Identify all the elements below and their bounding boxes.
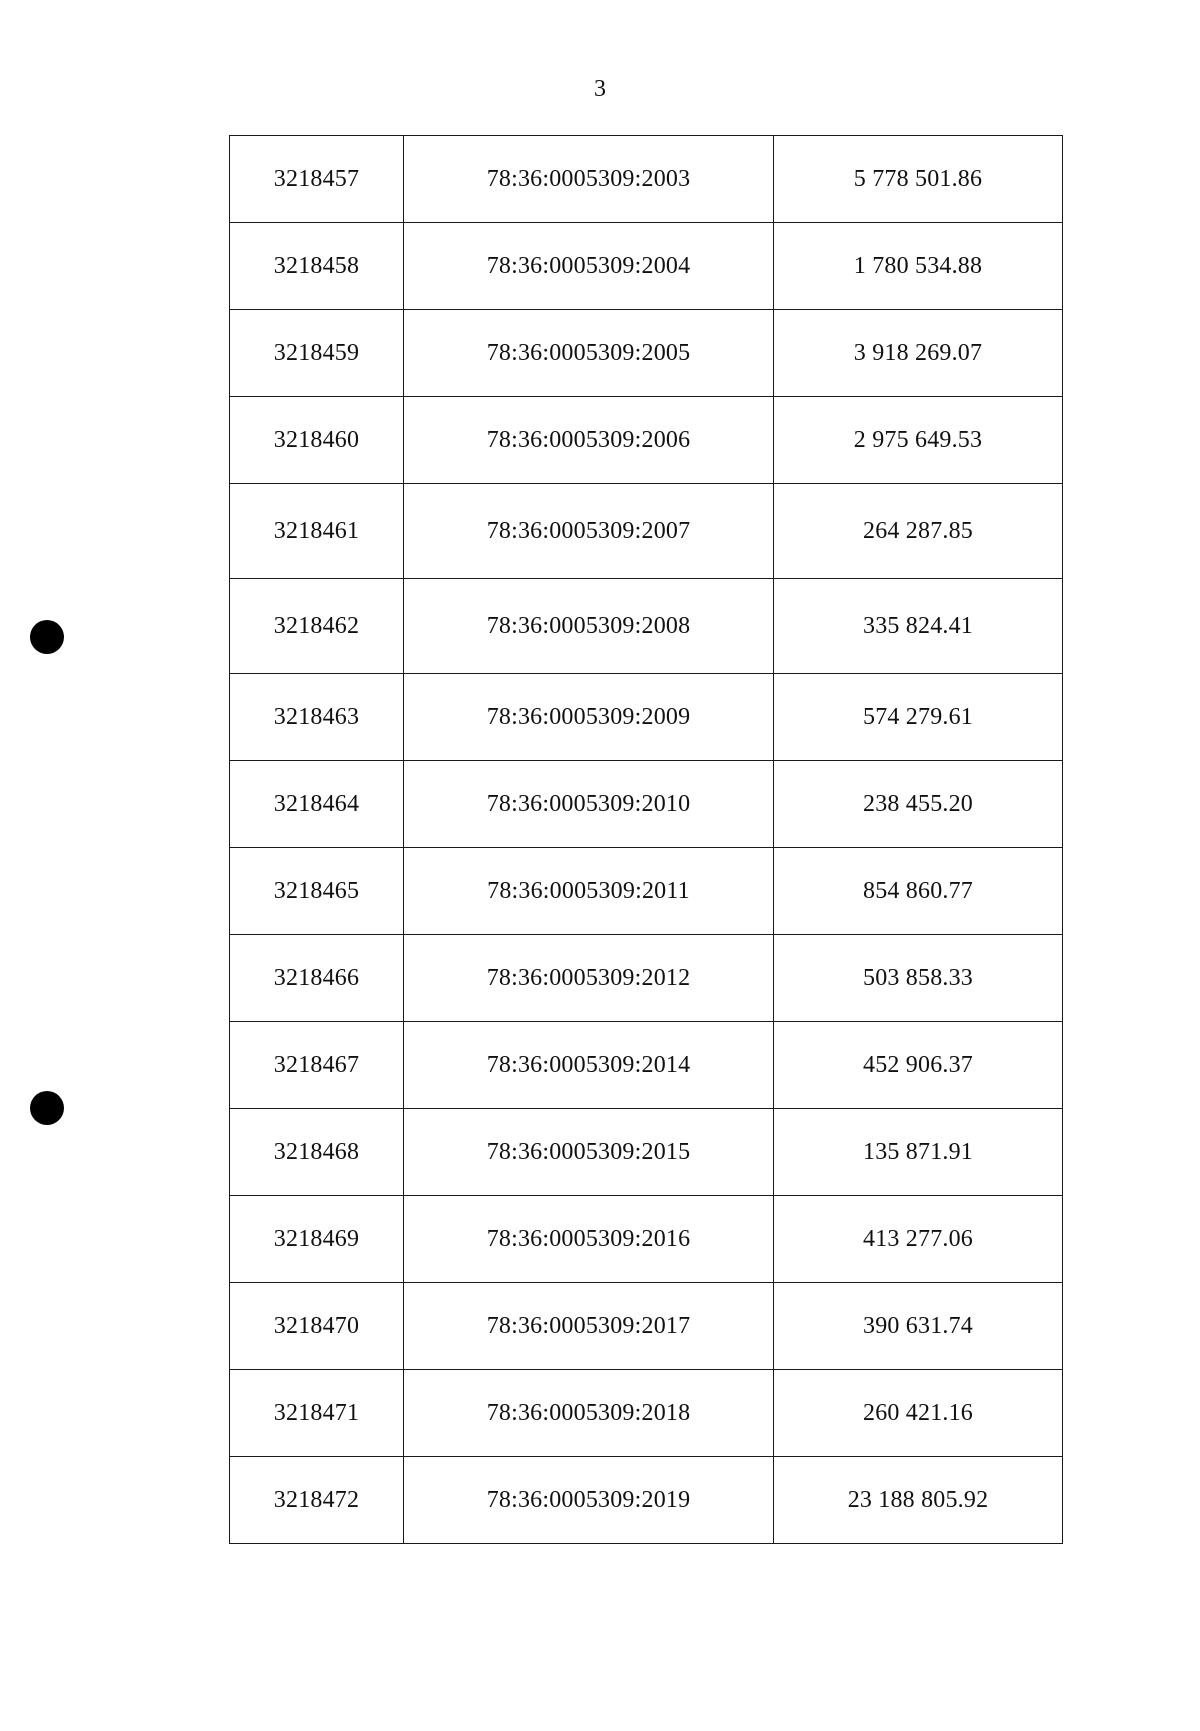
object-id-cell: 3218458 (230, 223, 404, 310)
punch-hole-bottom (30, 1091, 64, 1125)
object-id-cell: 3218470 (230, 1283, 404, 1370)
cadastral-value-cell: 264 287.85 (774, 484, 1063, 579)
cadastral-number-cell: 78:36:0005309:2011 (404, 848, 774, 935)
cadastral-value-cell: 335 824.41 (774, 579, 1063, 674)
cadastral-number-cell: 78:36:0005309:2005 (404, 310, 774, 397)
cadastral-value-cell: 390 631.74 (774, 1283, 1063, 1370)
table-row (230, 1109, 1063, 1196)
cadastral-number-cell: 78:36:0005309:2015 (404, 1109, 774, 1196)
object-id-cell: 3218471 (230, 1370, 404, 1457)
table-row (230, 397, 1063, 484)
cadastral-value-cell: 3 918 269.07 (774, 310, 1063, 397)
table-row (230, 310, 1063, 397)
cadastral-number-cell: 78:36:0005309:2004 (404, 223, 774, 310)
table-row (230, 674, 1063, 761)
table-row (230, 935, 1063, 1022)
object-id-cell: 3218457 (230, 136, 404, 223)
cadastral-value-cell: 5 778 501.86 (774, 136, 1063, 223)
cadastral-value-cell: 1 780 534.88 (774, 223, 1063, 310)
table-row (230, 579, 1063, 674)
cadastral-number-cell: 78:36:0005309:2003 (404, 136, 774, 223)
object-id-cell: 3218463 (230, 674, 404, 761)
cadastral-number-cell: 78:36:0005309:2014 (404, 1022, 774, 1109)
table-row (230, 223, 1063, 310)
cadastral-value-cell: 238 455.20 (774, 761, 1063, 848)
page-number: 3 (594, 76, 606, 102)
cadastral-number-cell: 78:36:0005309:2010 (404, 761, 774, 848)
punch-hole-top (30, 620, 64, 654)
cadastral-value-cell: 503 858.33 (774, 935, 1063, 1022)
table-row (230, 1370, 1063, 1457)
cadastral-number-cell: 78:36:0005309:2008 (404, 579, 774, 674)
cadastral-number-cell: 78:36:0005309:2007 (404, 484, 774, 579)
cadastral-value-cell: 452 906.37 (774, 1022, 1063, 1109)
cadastral-number-cell: 78:36:0005309:2016 (404, 1196, 774, 1283)
cadastral-number-cell: 78:36:0005309:2019 (404, 1457, 774, 1544)
cadastral-value-cell: 260 421.16 (774, 1370, 1063, 1457)
cadastral-number-cell: 78:36:0005309:2017 (404, 1283, 774, 1370)
cadastral-number-cell: 78:36:0005309:2012 (404, 935, 774, 1022)
table-row (230, 1022, 1063, 1109)
cadastral-value-table (229, 135, 1063, 1544)
cadastral-value-cell: 23 188 805.92 (774, 1457, 1063, 1544)
table-row (230, 1196, 1063, 1283)
object-id-cell: 3218461 (230, 484, 404, 579)
object-id-cell: 3218472 (230, 1457, 404, 1544)
object-id-cell: 3218459 (230, 310, 404, 397)
cadastral-number-cell: 78:36:0005309:2018 (404, 1370, 774, 1457)
object-id-cell: 3218462 (230, 579, 404, 674)
table-row (230, 1283, 1063, 1370)
table-row (230, 1457, 1063, 1544)
cadastral-value-cell: 574 279.61 (774, 674, 1063, 761)
cadastral-value-cell: 854 860.77 (774, 848, 1063, 935)
object-id-cell: 3218465 (230, 848, 404, 935)
cadastral-number-cell: 78:36:0005309:2009 (404, 674, 774, 761)
cadastral-number-cell: 78:36:0005309:2006 (404, 397, 774, 484)
cadastral-value-cell: 2 975 649.53 (774, 397, 1063, 484)
object-id-cell: 3218467 (230, 1022, 404, 1109)
cadastral-value-cell: 135 871.91 (774, 1109, 1063, 1196)
object-id-cell: 3218469 (230, 1196, 404, 1283)
object-id-cell: 3218460 (230, 397, 404, 484)
object-id-cell: 3218468 (230, 1109, 404, 1196)
cadastral-value-cell: 413 277.06 (774, 1196, 1063, 1283)
table-body (230, 136, 1063, 1544)
table-row (230, 848, 1063, 935)
object-id-cell: 3218466 (230, 935, 404, 1022)
table-row (230, 136, 1063, 223)
table-row (230, 761, 1063, 848)
table-row (230, 484, 1063, 579)
object-id-cell: 3218464 (230, 761, 404, 848)
